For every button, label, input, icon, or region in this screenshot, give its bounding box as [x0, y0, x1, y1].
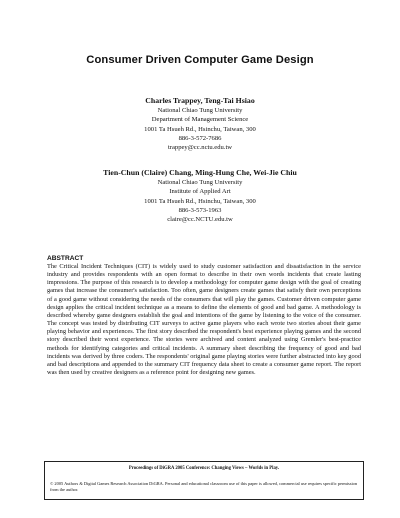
author-affiliation: National Chiao Tung University: [157, 107, 243, 114]
author-block-1: [0, 95, 400, 152]
abstract-heading: ABSTRACT: [47, 255, 84, 262]
author-block-2: [0, 167, 400, 224]
copyright-footer-box: [44, 461, 364, 500]
author-email: trappey@cc.nctu.edu.tw: [167, 144, 233, 152]
author-address: 1001 Ta Hsueh Rd., Hsinchu, Taiwan, 300: [144, 197, 256, 205]
author-phone: 886-3-572-7686: [178, 134, 222, 142]
author-address: 1001 Ta Hsueh Rd., Hsinchu, Taiwan, 300: [144, 125, 256, 133]
author-department: Department of Management Science: [151, 116, 249, 124]
author-names: Charles Trappey, Teng-Tai Hsiao: [145, 96, 255, 105]
author-department: Institute of Applied Art: [169, 188, 231, 196]
paper-title: Consumer Driven Computer Game Design: [86, 54, 314, 66]
copyright-notice: © 2005 Authors & Digital Games Research Association DiGRA. Personal and educational classroom use of this paper is allowed, commercial use requires specific permission from the author.: [50, 481, 358, 492]
author-affiliation: National Chiao Tung University: [157, 179, 243, 186]
proceedings-note: Proceedings of DiGRA 2005 Conference: Changing Views – Worlds in Play.: [128, 466, 280, 471]
abstract-body: The Critical Incident Techniques (CIT) is widely used to study customer satisfaction and dissatisfaction in the service industry and provides respondents with an open format to describe in their own words incidents that create lasting impressions. The purpose of this research is to develop a methodology for computer game design with the goal of creating games that increase the consumer's satisfaction. Too often, game designers create games that satisfy their own perceptions of a good game without considering the needs of the consumers that will play the games. Customer driven computer game design applies the critical incident technique as a means to define the elements of good and bad game. A methodology is described whereby game designers establish the goal and intentions of the game by listening to the voice of the consumer. The concept was tested by distributing CIT surveys to active game players who each wrote two stories about their game playing behavior and experiences. The first story described the respondent's best experience playing games and the second story described their worst experience. The stories were archived and content analyzed using Gremler's best-practice methods for identifying categories and critical incidents. A summary sheet describing the frequency of good and bad incidents was derived by three coders. The respondents' original game playing stories were further abstracted into key good and bad descriptions and appended to the summary CIT frequency data sheet to create a consumer game report. The report was then used by creative designers as a reference point for designing new games.: [47, 263, 361, 377]
author-phone: 886-3-573-1963: [178, 206, 222, 214]
author-email: claire@cc.NCTU.edu.tw: [167, 216, 233, 224]
author-names: Tien-Chun (Claire) Chang, Ming-Hung Che, Wei-Jie Chiu: [103, 168, 297, 177]
abstract-section: [47, 255, 361, 377]
